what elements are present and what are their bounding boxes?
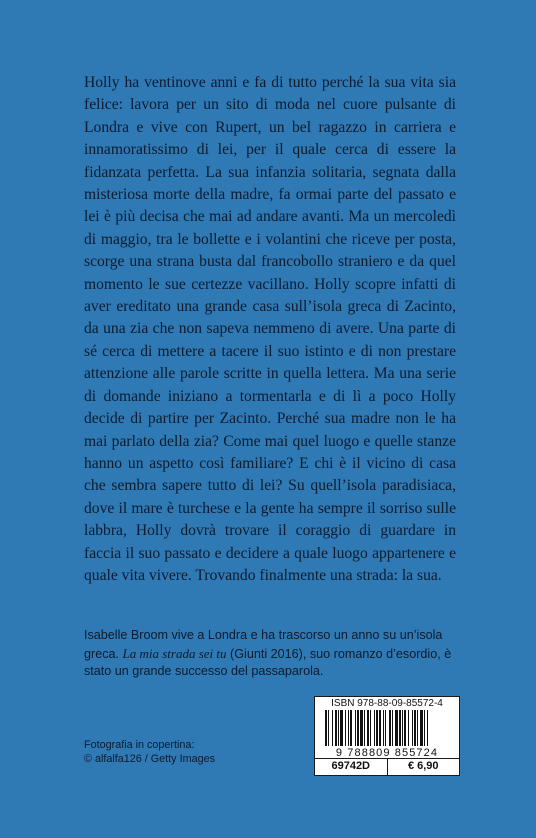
barcode-bar [420,710,423,746]
barcode-bar [335,710,337,746]
barcode-bar [348,710,349,746]
barcode-bar [424,710,425,746]
barcode-bar [357,710,359,746]
back-cover-blurb: Holly ha ventinove anni e fa di tutto perché la sua vita sia felice: lavora per un sito di moda nel cuore pulsante di Londra e vive con Rupert, un bel ragazzo in carriera e innamoratissimo di lei, per il quale cerca di essere la fidanzata perfetta. La sua infanzia solitaria, segnata dalla misteriosa morte della madre, fa ormai parte del passato e lei è più decisa che mai ad andare avanti. Ma un mercoledì di maggio, tra le bollette e i volantini che riceve per posta, scorge una strana busta dal francobollo straniero e da quel momento le sue certezze vacillano. Holly scopre infatti di aver ereditato una grande casa sull’isola greca di Zacinto, da una zia che non sapeva nemmeno di avere. Una parte di sé cerca di mettere a tacere il suo istinto e di non prestare attenzione alle parole scritte in quella lettera. Ma una serie di domande iniziano a tormentarla e di lì a poco Holly decide di partire per Zacinto. Perché sua madre non le ha mai parlato della zia? Come mai quel luogo e quelle stanze hanno un aspetto così familiare? E chi è il vicino di casa che sembra sapere tutto di lei? Su quell’isola paradisiaca, dove il mare è turchese e la gente ha sempre il sorriso sulle labbra, Holly dovrà trovare il coraggio di guardare in faccia il suo passato e decidere a quale luogo appartenere e quale vita vivere. Trovando finalmente una strada: la sua. [84,74,456,584]
barcode-bar [402,710,403,746]
barcode-bar [399,710,401,746]
photo-credit [84,738,215,766]
barcode-bar [374,710,375,746]
product-code: 69742D [315,759,388,775]
barcode-bar [404,710,406,746]
barcode-bar [392,710,393,746]
barcode-bar [408,710,409,746]
barcode-bar [367,710,369,746]
barcode-bar [412,710,413,746]
barcode-bar [340,710,343,746]
barcode-bar [360,710,363,746]
barcode-bar [355,710,356,746]
barcode-bar [383,710,384,746]
barcode-bar [332,710,333,746]
code-price-row [315,758,459,775]
author-bio [84,627,456,681]
barcode-bar [395,710,398,746]
barcode-bar [328,710,329,746]
barcode-bar [379,710,381,746]
bio-book-title: La mia strada sei tu [122,645,227,661]
barcode-bar [364,710,365,746]
barcode-panel [314,696,460,776]
photo-credit-label: Fotografia in copertina: [84,739,195,751]
isbn-label: ISBN 978-88-09-85572-4 [331,698,443,709]
barcode-digits: 9 788809 855724 [335,747,439,759]
barcode-bar [417,710,418,746]
barcode-bar [325,710,327,746]
barcode-bar [427,710,428,746]
barcode-bar [350,710,352,746]
bio-rest: (Giunti 2016), suo romanzo d’esordio, è stato un grande successo del passaparola. [84,646,452,679]
barcode-bar [345,710,346,746]
barcode-bar [414,710,416,746]
barcode-bar [376,710,378,746]
barcode-bar [385,710,386,746]
price-tag: € 6,90 [407,760,439,772]
barcode-bar [389,710,391,746]
barcode-bars [325,710,451,748]
barcode-bar [338,710,339,746]
barcode-bar [370,710,371,746]
photo-credit-source: © alfalfa126 / Getty Images [84,753,215,765]
bio-intro: Isabelle Broom vive a Londra e ha trascorso un anno su un’isola greca. [84,628,443,661]
